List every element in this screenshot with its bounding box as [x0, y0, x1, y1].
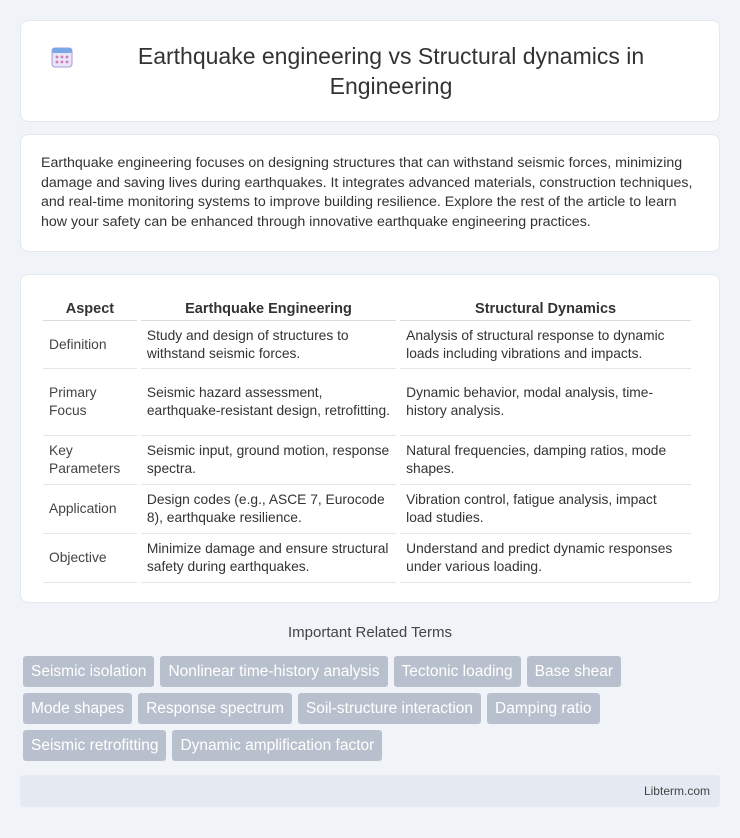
tag-mode-shapes[interactable]: Mode shapes — [23, 693, 132, 724]
intro-paragraph: Earthquake engineering focuses on designing structures that can withstand seismic forces, minimizing damage and saving lives during earthquakes. It integrates advanced materials, construction techniques, and real-time monitoring systems to improve building resilience. Explore the rest of the article to learn how your safety can be enhanced through innovative earthquake engineering practices. — [41, 155, 693, 230]
row-aspect: Objective — [43, 534, 137, 583]
page-title: Earthquake engineering vs Structural dynamics in Engineering — [137, 43, 645, 99]
row-aspect: Application — [43, 485, 137, 534]
table-row — [43, 321, 691, 369]
comparison-card — [20, 274, 720, 603]
row-earthquake-cell: Seismic hazard assessment, earthquake-resistant design, retrofitting. — [141, 369, 396, 436]
tag-dynamic-amplification-factor[interactable]: Dynamic amplification factor — [172, 730, 382, 761]
header-structural-dynamics: Structural Dynamics — [400, 295, 691, 321]
tag-base-shear[interactable]: Base shear — [527, 656, 621, 687]
header-aspect: Aspect — [43, 295, 137, 321]
title-card — [20, 20, 720, 122]
row-dynamics-cell: Understand and predict dynamic responses under various loading. — [400, 534, 691, 583]
tag-damping-ratio[interactable]: Damping ratio — [487, 693, 600, 724]
table-header-row — [43, 295, 691, 321]
row-earthquake-cell: Design codes (e.g., ASCE 7, Eurocode 8), earthquake resilience. — [141, 485, 396, 534]
tag-response-spectrum[interactable]: Response spectrum — [138, 693, 292, 724]
tag-soil-structure-interaction[interactable]: Soil-structure interaction — [298, 693, 481, 724]
row-aspect: Key Parameters — [43, 436, 137, 485]
footer — [20, 775, 720, 807]
table-row — [43, 485, 691, 534]
table-row — [43, 369, 691, 436]
row-dynamics-cell: Analysis of structural response to dynamic loads including vibrations and impacts. — [400, 321, 691, 369]
intro-card — [20, 134, 720, 252]
row-earthquake-cell: Seismic input, ground motion, response spectra. — [141, 436, 396, 485]
tag-seismic-isolation[interactable]: Seismic isolation — [23, 656, 154, 687]
row-dynamics-cell: Vibration control, fatigue analysis, impact load studies. — [400, 485, 691, 534]
tag-nonlinear-time-history-analysis[interactable]: Nonlinear time-history analysis — [160, 656, 387, 687]
row-dynamics-cell: Dynamic behavior, modal analysis, time-history analysis. — [400, 369, 691, 436]
comparison-table — [39, 295, 695, 583]
table-row — [43, 534, 691, 583]
row-dynamics-cell: Natural frequencies, damping ratios, mode shapes. — [400, 436, 691, 485]
row-earthquake-cell: Minimize damage and ensure structural safety during earthquakes. — [141, 534, 396, 583]
calendar-icon — [51, 46, 73, 68]
tag-tectonic-loading[interactable]: Tectonic loading — [394, 656, 521, 687]
tag-seismic-retrofitting[interactable]: Seismic retrofitting — [23, 730, 166, 761]
row-earthquake-cell: Study and design of structures to withstand seismic forces. — [141, 321, 396, 369]
related-terms-list — [23, 656, 723, 767]
header-earthquake-engineering: Earthquake Engineering — [141, 295, 396, 321]
row-aspect: Primary Focus — [43, 369, 137, 436]
row-aspect: Definition — [43, 321, 137, 369]
table-row — [43, 436, 691, 485]
footer-site-link[interactable]: Libterm.com — [643, 784, 710, 798]
related-terms-title: Important Related Terms — [288, 624, 452, 641]
